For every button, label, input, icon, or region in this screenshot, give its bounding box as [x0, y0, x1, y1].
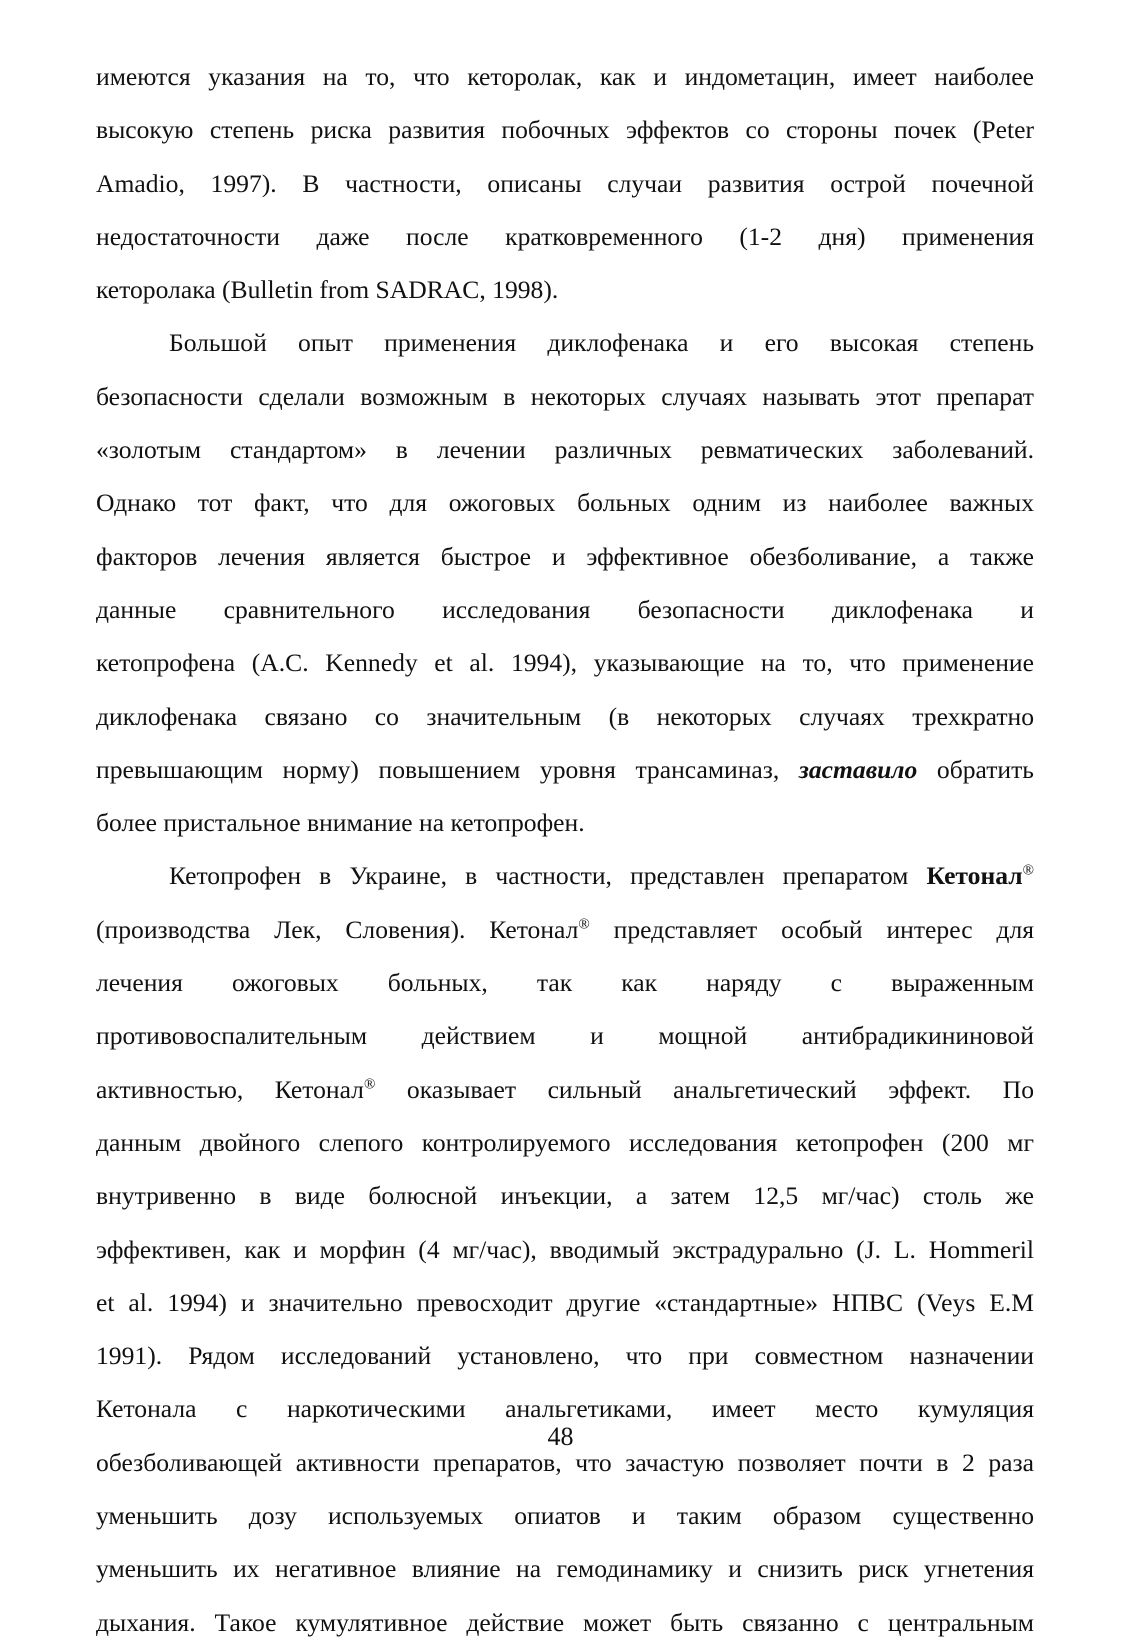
text-segment: обратить	[936, 754, 1034, 784]
text-line: Большой опыт применения диклофенака и его высокая степень	[169, 328, 1034, 358]
text-segment: Кетопрофен в Украине, в частности, представлен препаратом	[169, 861, 909, 891]
text-segment: (производства Лек, Словения). Кетонал	[96, 914, 579, 944]
text-line	[96, 743, 1034, 796]
text-line: противовоспалительным действием и мощной антибрадикининовой	[96, 1021, 1034, 1051]
text-line: уменьшить их негативное влияние на гемодинамику и снизить риск угнетения	[96, 1554, 1034, 1584]
page-number: 48	[547, 1422, 574, 1451]
text-line: имеются указания на то, что кеторолак, как и индометацин, имеет наиболее	[96, 62, 1034, 91]
text-line: обезболивающей активности препаратов, что зачастую позволяет почти в 2 раза	[96, 1447, 1034, 1477]
text-line: данные сравнительного исследования безопасности диклофенака и	[96, 594, 1034, 624]
text-segment: оказывает сильный анальгетический эффект. По	[406, 1074, 1034, 1104]
text-line: данным двойного слепого контролируемого исследования кетопрофен (200 мг	[96, 1127, 1034, 1157]
text-segment: представляет особый интерес для	[613, 914, 1034, 944]
text-line: более пристальное внимание на кетопрофен.	[96, 808, 585, 838]
text-line: эффективен, как и морфин (4 мг/час), вводимый экстрадурально (J. L. Hommeril	[96, 1234, 1034, 1264]
text-line: уменьшить дозу используемых опиатов и таким образом существенно	[96, 1501, 1034, 1531]
text-line: Кетонала с наркотическими анальгетиками, имеет место кумуляция	[96, 1394, 1034, 1424]
text-line: дыхания. Такое кумулятивное действие может быть связанно с центральным	[96, 1607, 1034, 1637]
text-segment: превышающим норму) повышением уровня трансаминаз,	[96, 754, 780, 784]
registered-mark: ®	[363, 1076, 376, 1093]
text-line: недостаточности даже после кратковременного (1-2 дня) применения	[96, 221, 1034, 251]
emphasized-word: заставило	[798, 754, 918, 784]
text-line: Однако тот факт, что для ожоговых больных одним из наиболее важных	[96, 488, 1034, 518]
text-line: «золотым стандартом» в лечении различных ревматических заболеваний.	[96, 435, 1034, 465]
text-line	[96, 903, 1034, 956]
text-line: et al. 1994) и значительно превосходит другие «стандартные» НПВС (Veys E.M	[96, 1287, 1034, 1317]
text-line	[96, 849, 1034, 902]
registered-mark: ®	[1022, 862, 1034, 879]
text-line: 1991). Рядом исследований установлено, что при совместном назначении	[96, 1341, 1034, 1371]
text-line: факторов лечения является быстрое и эффективное обезболивание, а также	[96, 541, 1034, 571]
text-line: внутривенно в виде болюсной инъекции, а затем 12,5 мг/час) столь же	[96, 1181, 1034, 1211]
text-line: кетопрофена (A.C. Kennedy et al. 1994), указывающие на то, что применение	[96, 648, 1034, 678]
text-line: безопасности сделали возможным в некоторых случаях называть этот препарат	[96, 381, 1034, 411]
text-line	[96, 1063, 1034, 1116]
text-line: лечения ожоговых больных, так как наряду с выраженным	[96, 968, 1034, 998]
brand-name: Кетонал	[926, 861, 1023, 891]
text-line: Amadio, 1997). В частности, описаны случаи развития острой почечной	[96, 168, 1034, 198]
text-line: кеторолака (Bulletin from SADRAC, 1998).	[96, 275, 559, 305]
text-line: диклофенака связано со значительным (в некоторых случаях трехкратно	[96, 701, 1034, 731]
document-page	[96, 50, 1034, 1649]
text-segment: активностью, Кетонал	[96, 1074, 364, 1104]
registered-mark: ®	[578, 916, 590, 933]
text-line: высокую степень риска развития побочных эффектов со стороны почек (Peter	[96, 115, 1034, 145]
